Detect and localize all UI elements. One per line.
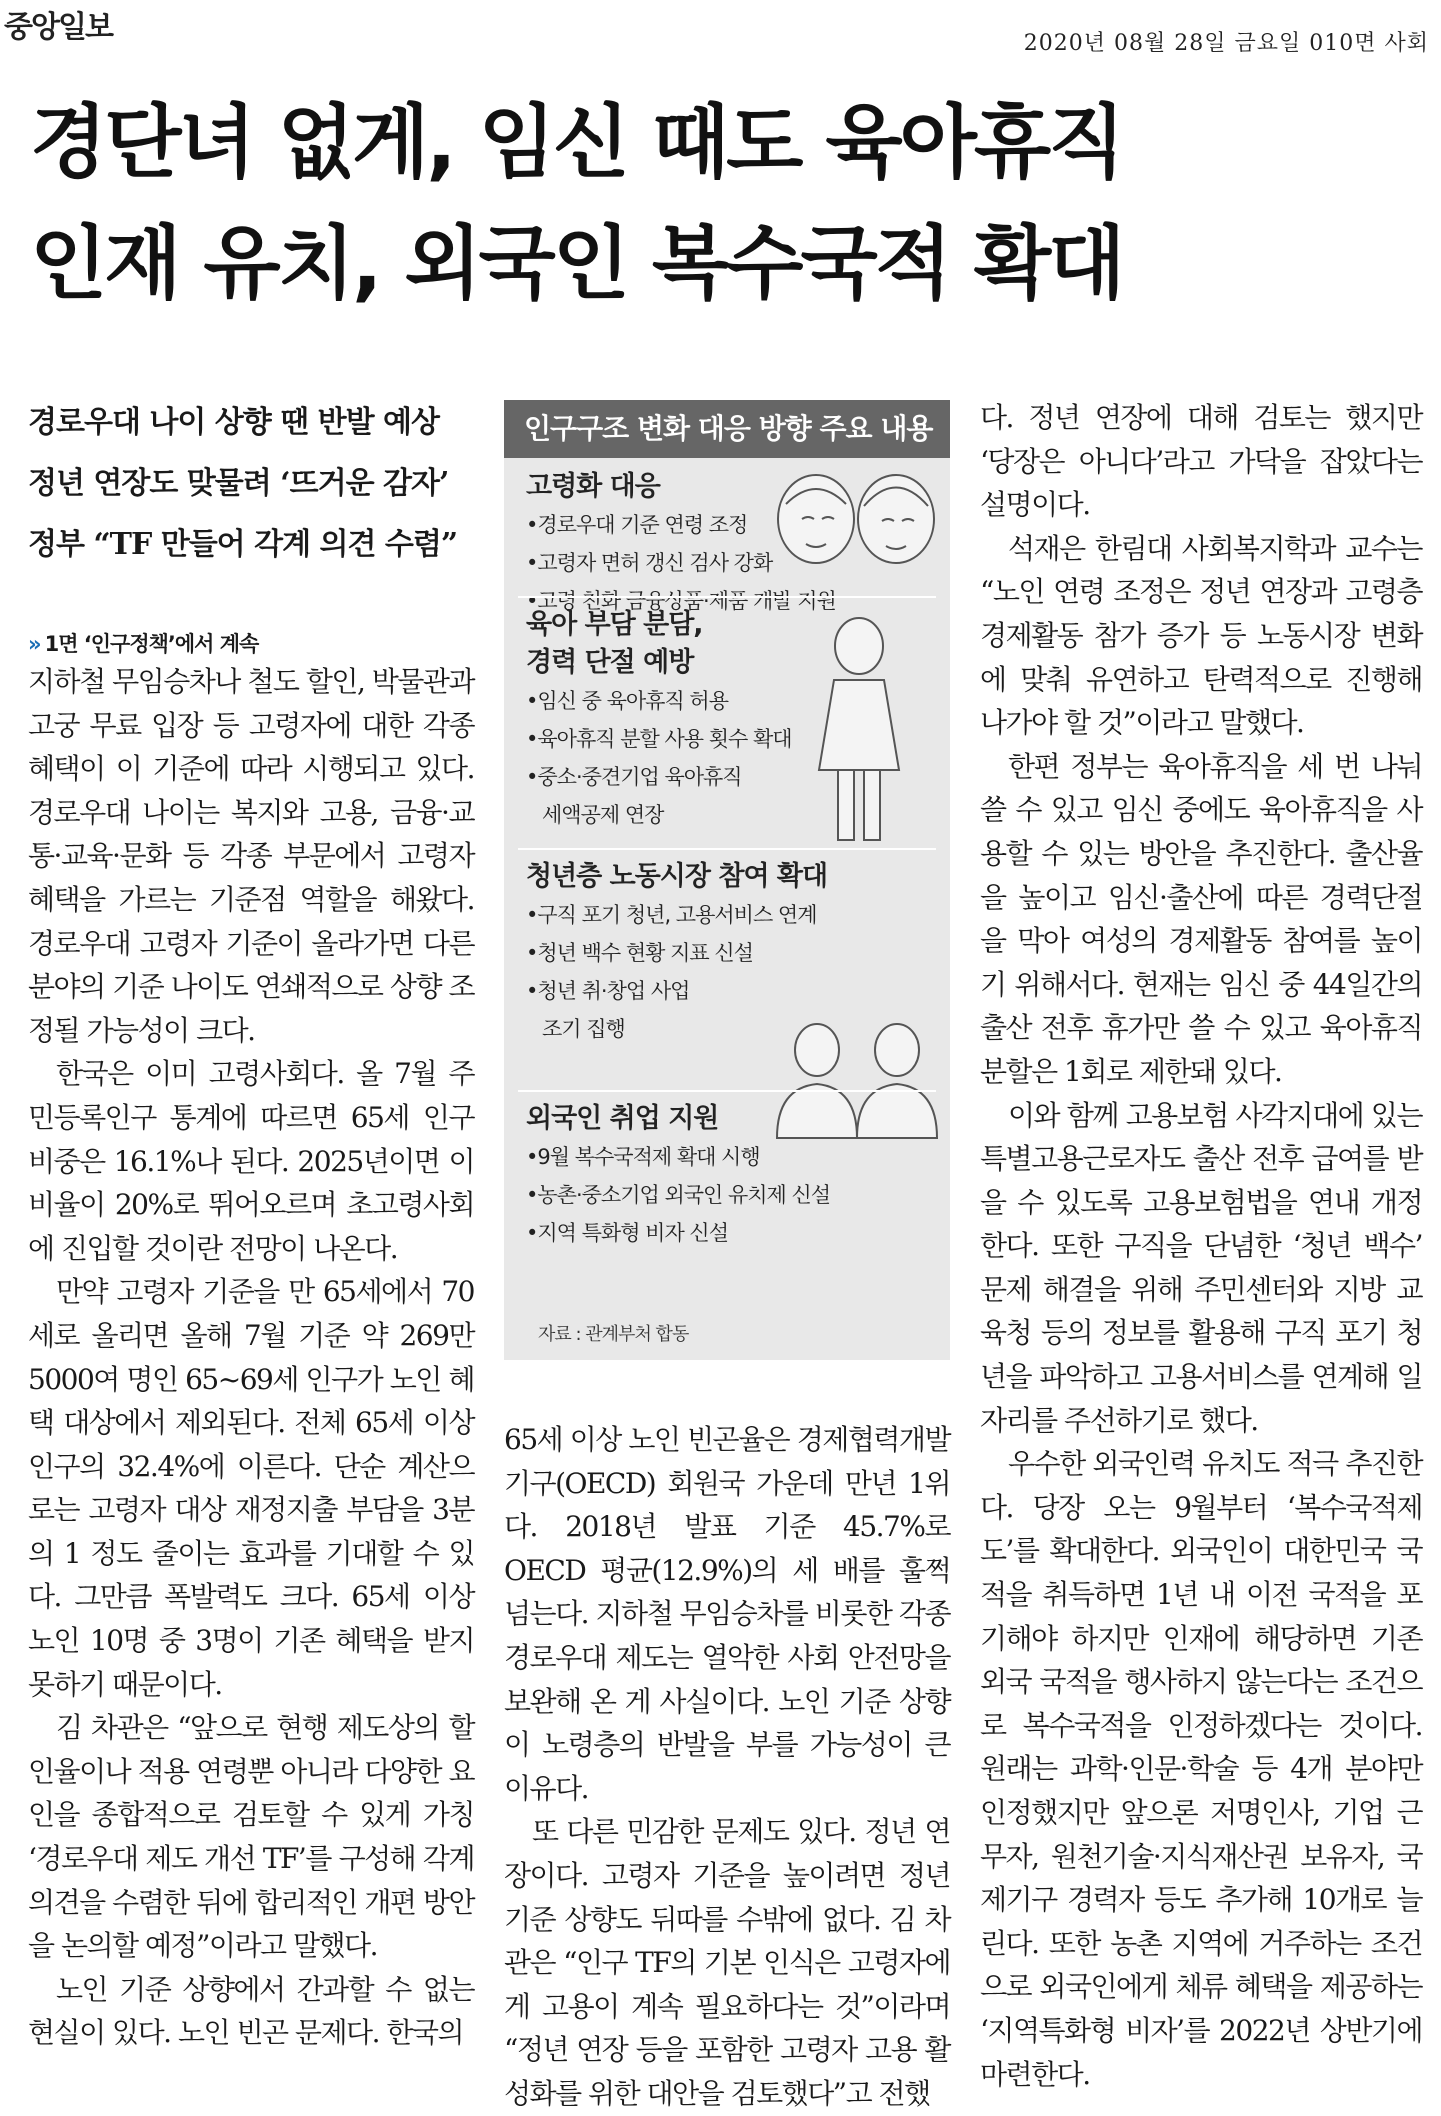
body-column-1 (28, 660, 474, 2055)
newspaper-logo: 중앙일보 (4, 10, 112, 45)
paragraph: 만약 고령자 기준을 만 65세에서 70세로 올리면 올해 7월 기준 약 269만5000여 명인 65~69세 인구가 노인 혜택 대상에서 제외된다. 전체 65세 이상 인구의 32.4%에 이른다. 단순 계산으로는 고령자 대상 재정지출 부담을 3분의 1 정도 줄이는 효과를 기대할 수 있다. 그만큼 폭발력도 크다. 65세 이상 노인 10명 중 3명이 기존 혜택을 받지 못하기 때문이다. (28, 1275, 474, 1701)
section-foreign (504, 1100, 950, 1252)
list-item: •임신 중 육아휴직 허용 (526, 689, 728, 713)
headline (30, 82, 1122, 324)
section-title: 육아 부담 분담, (526, 609, 703, 640)
list-item: 조기 집행 (542, 1017, 625, 1041)
headline-line-1: 경단녀 없게, 임신 때도 육아휴직 (30, 96, 1123, 189)
list-item: •청년 취·창업 사업 (526, 979, 690, 1003)
list-item: •고령자 면허 갱신 검사 강화 (526, 551, 773, 575)
dateline: 2020년 08월 28일 금요일 010면 사회 (1023, 31, 1429, 56)
list-item: •청년 백수 현황 지표 신설 (526, 941, 753, 965)
paragraph: 지하철 무임승차나 철도 할인, 박물관과 고궁 무료 입장 등 고령자에 대한 각종 혜택이 이 기준에 따라 시행되고 있다. 경로우대 나이는 복지와 고용, 금융·교통·교육·문화 등 각종 부문에서 고령자 혜택을 가르는 기준점 역할을 해왔다. 경로우대 고령자 기준이 올라가면 다른 분야의 기준 나이도 연쇄적으로 상향 조정될 가능성이 크다. (28, 665, 474, 1047)
double-chevron-icon: » (28, 632, 41, 656)
paragraph: 우수한 외국인력 유치도 적극 추진한다. 당장 오는 9월부터 ‘복수국적제도’를 확대한다. 외국인이 대한민국 국적을 취득하면 1년 내 이전 국적을 포기해야 하지만 인재에 해당하면 기존 외국 국적을 행사하지 않는다는 조건으로 복수국적을 인정하겠다는 것이다. 원래는 과학·인문·학술 등 4개 분야만 인정했지만 앞으론 저명인사, 기업 근무자, 원천기술·지식재산권 보유자, 국제기구 경력자 등도 추가해 10개로 늘린다. 또한 농촌 지역에 거주하는 조건으로 외국인에게 체류 혜택을 제공하는 ‘지역특화형 비자’를 2022년 상반기에 마련한다. (980, 1447, 1422, 2091)
pregnant-woman-icon (804, 610, 914, 850)
source-note: 자료 : 관계부처 합동 (538, 1324, 689, 1345)
list-item: •지역 특화형 비자 신설 (526, 1221, 728, 1245)
section-divider (518, 1090, 936, 1092)
list-item: •중소·중견기업 육아휴직 (526, 765, 742, 789)
body-column-2 (504, 1418, 950, 2116)
list-item: •고령 친화 금융상품·제품 개발 지원 (526, 589, 836, 613)
section-divider (518, 596, 936, 598)
continuation-note (28, 628, 258, 658)
elderly-couple-icon (766, 464, 946, 574)
section-title: 외국인 취업 지원 (526, 1103, 719, 1134)
section-title: 청년층 노동시장 참여 확대 (526, 861, 828, 892)
list-item: •육아휴직 분할 사용 횟수 확대 (526, 727, 792, 751)
subheadline: 경로우대 나이 상향 땐 반발 예상 (28, 405, 439, 440)
paragraph: 65세 이상 노인 빈곤율은 경제협력개발기구(OECD) 회원국 가운데 만년 1위다. 2018년 발표 기준 45.7%로 OECD 평균(12.9%)의 세 배를 훌쩍 넘는다. 지하철 무임승차를 비롯한 각종 경로우대 제도는 열악한 사회 안전망을 보완해 온 게 사실이다. 노인 기준 상향이 노령층의 반발을 부를 가능성이 큰 이유다. (504, 1423, 950, 1805)
subheadline: 정년 연장도 맞물려 ‘뜨거운 감자’ (28, 466, 449, 501)
paragraph: 노인 기준 상향에서 간과할 수 없는 현실이 있다. 노인 빈곤 문제다. 한국의 (28, 1972, 474, 2050)
continuation-label: 1면 ‘인구정책’에서 계속 (44, 632, 259, 656)
list-item: •농촌·중소기업 외국인 유치제 신설 (526, 1183, 831, 1207)
paragraph: 한국은 이미 고령사회다. 올 7월 주민등록인구 통계에 따르면 65세 인구 비중은 16.1%나 된다. 2025년이면 이 비율이 20%로 뛰어오르며 초고령사회에 진입할 것이란 전망이 나온다. (28, 1057, 474, 1265)
paragraph: 김 차관은 “앞으로 현행 제도상의 할인율이나 적용 연령뿐 아니라 다양한 요인을 종합적으로 검토할 수 있게 가칭 ‘경로우대 제도 개선 TF’를 구성해 각계 의견을 수렴한 뒤에 합리적인 개편 방안을 논의할 예정”이라고 말했다. (28, 1711, 474, 1963)
subheadlines (28, 392, 478, 575)
subheadline: 정부 “TF 만들어 각계 의견 수렴” (28, 527, 458, 562)
paragraph: 이와 함께 고용보험 사각지대에 있는 특별고용근로자도 출산 전후 급여를 받을 수 있도록 고용보험법을 연내 개정한다. 또한 구직을 단념한 ‘청년 백수’ 문제 해결을 위해 주민센터와 지방 교육청 등의 정보를 활용해 구직 포기 청년을 파악하고 고용서비스를 연계해 일자리를 주선하기로 했다. (980, 1098, 1422, 1437)
headline-line-2: 인재 유치, 외국인 복수국적 확대 (30, 217, 1123, 310)
section-divider (518, 848, 936, 850)
infographic-title: 인구구조 변화 대응 방향 주요 내용 (504, 400, 950, 458)
paragraph: 다. 정년 연장에 대해 검토는 했지만 ‘당장은 아니다’라고 가닥을 잡았다는 설명이다. (980, 401, 1422, 522)
list-item: •구직 포기 청년, 고용서비스 연계 (526, 903, 817, 927)
list-item: •경로우대 기준 연령 조정 (526, 513, 748, 537)
paragraph: 석재은 한림대 사회복지학과 교수는 “노인 연령 조정은 정년 연장과 고령층 경제활동 참가 증가 등 노동시장 변화에 맞춰 유연하고 탄력적으로 진행해 나가야 할 것”이라고 말했다. (980, 531, 1422, 740)
section-title-line-2: 경력 단절 예방 (526, 647, 694, 678)
body-column-3 (980, 396, 1422, 2096)
list-item: 세액공제 연장 (542, 803, 664, 827)
paragraph: 또 다른 민감한 문제도 있다. 정년 연장이다. 고령자 기준을 높이려면 정년 기준 상향도 뒤따를 수밖에 없다. 김 차관은 “인구 TF의 기본 인식은 고령자에게 고용이 계속 필요하다는 것”이라며 “정년 연장 등을 포함한 고령자 고용 활성화를 위한 대안을 검토했다”고 전했 (504, 1815, 950, 2110)
section-title: 고령화 대응 (526, 471, 660, 502)
list-item: •9월 복수국적제 확대 시행 (526, 1145, 760, 1169)
infographic-box (504, 400, 950, 1360)
paragraph: 한편 정부는 육아휴직을 세 번 나눠 쓸 수 있고 임신 중에도 육아휴직을 사용할 수 있는 방안을 추진한다. 출산율을 높이고 임신·출산에 따른 경력단절을 막아 여성의 경제활동 참여를 높이기 위해서다. 현재는 임신 중 44일간의 출산 전후 휴가만 쓸 수 있고 육아휴직 분할은 1회로 제한돼 있다. (980, 749, 1422, 1088)
